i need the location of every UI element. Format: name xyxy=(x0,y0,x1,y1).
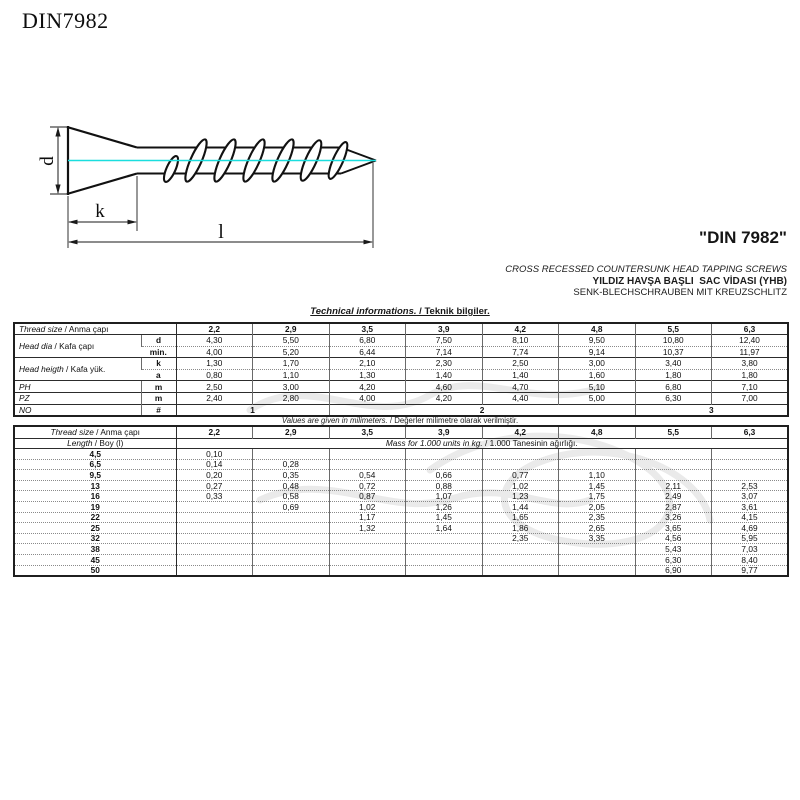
symbol-cell: a xyxy=(141,369,176,381)
value-cell: 7,50 xyxy=(406,335,483,347)
length-cell: 19 xyxy=(14,502,176,513)
mass-cell xyxy=(176,523,253,534)
mass-cell: 1,75 xyxy=(559,491,636,502)
recess-number-cell: 1 xyxy=(176,404,329,416)
column-header-size: 5,5 xyxy=(635,323,712,335)
length-cell: 9,5 xyxy=(14,470,176,481)
mass-cell: 1,32 xyxy=(329,523,406,534)
mass-cell xyxy=(253,449,330,460)
mass-cell: 1,02 xyxy=(482,480,559,491)
mass-cell: 5,95 xyxy=(712,533,789,544)
value-cell: 3,40 xyxy=(635,358,712,370)
mass-cell: 2,11 xyxy=(635,480,712,491)
column-header-size: 4,2 xyxy=(482,323,559,335)
screw-drawing xyxy=(30,88,390,263)
table-row xyxy=(14,544,788,555)
column-header-size: 3,9 xyxy=(406,426,483,438)
value-cell: 7,14 xyxy=(406,346,483,358)
mass-cell xyxy=(406,459,483,470)
column-header-size: 3,5 xyxy=(329,323,406,335)
mass-cell xyxy=(559,544,636,555)
mass-cell: 0,72 xyxy=(329,480,406,491)
tech-info-heading: Technical informations. / Teknik bilgiler. xyxy=(310,306,490,317)
mass-cell: 3,26 xyxy=(635,512,712,523)
mass-cell xyxy=(635,459,712,470)
table-row xyxy=(14,323,788,335)
mass-cell: 3,35 xyxy=(559,533,636,544)
value-cell: 1,10 xyxy=(253,369,330,381)
mass-cell xyxy=(329,533,406,544)
column-header-size: 3,5 xyxy=(329,426,406,438)
row-label-no: NO xyxy=(14,404,141,416)
mass-cell xyxy=(482,555,559,566)
mass-table xyxy=(13,425,787,576)
value-cell: 4,00 xyxy=(329,393,406,405)
value-cell: 4,60 xyxy=(406,381,483,393)
value-cell: 1,30 xyxy=(176,358,253,370)
symbol-cell: # xyxy=(141,404,176,416)
mass-cell: 3,65 xyxy=(635,523,712,534)
symbol-cell: min. xyxy=(141,346,176,358)
mass-cell xyxy=(406,565,483,576)
value-cell: 4,00 xyxy=(176,346,253,358)
mass-cell: 1,86 xyxy=(482,523,559,534)
value-cell: 4,40 xyxy=(482,393,559,405)
mass-cell xyxy=(329,459,406,470)
mass-cell: 0,77 xyxy=(482,470,559,481)
table-row xyxy=(14,404,788,416)
length-cell: 38 xyxy=(14,544,176,555)
mass-cell xyxy=(482,565,559,576)
mass-cell xyxy=(176,565,253,576)
value-cell: 6,44 xyxy=(329,346,406,358)
value-cell: 7,74 xyxy=(482,346,559,358)
column-header-size: 2,9 xyxy=(253,323,330,335)
column-header-size: 6,3 xyxy=(712,426,789,438)
value-cell: 1,80 xyxy=(712,369,789,381)
table-row xyxy=(14,459,788,470)
column-header-size: 6,3 xyxy=(712,323,789,335)
value-cell: 9,50 xyxy=(559,335,636,347)
length-cell: 13 xyxy=(14,480,176,491)
mass-cell: 0,58 xyxy=(253,491,330,502)
mass-cell: 4,15 xyxy=(712,512,789,523)
recess-number-cell: 2 xyxy=(329,404,635,416)
value-cell: 1,80 xyxy=(635,369,712,381)
mass-cell: 1,64 xyxy=(406,523,483,534)
value-cell: 6,80 xyxy=(329,335,406,347)
mass-cell xyxy=(712,470,789,481)
table-row xyxy=(14,491,788,502)
mass-cell: 1,23 xyxy=(482,491,559,502)
mass-cell: 1,26 xyxy=(406,502,483,513)
mass-cell xyxy=(253,523,330,534)
mass-cell xyxy=(712,459,789,470)
mass-cell: 0,33 xyxy=(176,491,253,502)
value-cell: 4,20 xyxy=(329,381,406,393)
mass-cell: 1,45 xyxy=(559,480,636,491)
length-cell: 50 xyxy=(14,565,176,576)
value-cell: 5,50 xyxy=(253,335,330,347)
mass-cell xyxy=(406,544,483,555)
mass-cell: 0,66 xyxy=(406,470,483,481)
row-label: PH xyxy=(14,381,141,393)
table-row xyxy=(14,502,788,513)
mass-cell xyxy=(329,565,406,576)
mass-cell xyxy=(176,544,253,555)
length-cell: 45 xyxy=(14,555,176,566)
mass-cell: 2,65 xyxy=(559,523,636,534)
value-cell: 1,70 xyxy=(253,358,330,370)
mass-cell: 6,90 xyxy=(635,565,712,576)
mass-cell: 9,77 xyxy=(712,565,789,576)
mass-cell: 0,14 xyxy=(176,459,253,470)
subtitle-block xyxy=(505,264,787,299)
mass-cell xyxy=(712,449,789,460)
table-row xyxy=(14,449,788,460)
table-row xyxy=(14,523,788,534)
column-header-size: 5,5 xyxy=(635,426,712,438)
value-cell: 3,00 xyxy=(253,381,330,393)
column-header-size: 4,8 xyxy=(559,426,636,438)
subtitle-turkish: YILDIZ HAVŞA BAŞLI SAC VİDASI (YHB) xyxy=(592,275,787,287)
table-row xyxy=(14,480,788,491)
row-label: Head dia / Kafa çapı xyxy=(14,335,141,358)
mass-cell xyxy=(482,449,559,460)
mass-cell xyxy=(176,502,253,513)
table-row xyxy=(14,512,788,523)
mass-cell: 2,87 xyxy=(635,502,712,513)
mass-cell: 1,17 xyxy=(329,512,406,523)
value-cell: 0,80 xyxy=(176,369,253,381)
mass-cell xyxy=(253,555,330,566)
column-header-size: 4,8 xyxy=(559,323,636,335)
mass-cell: 1,02 xyxy=(329,502,406,513)
value-cell: 5,20 xyxy=(253,346,330,358)
mass-cell xyxy=(635,470,712,481)
value-cell: 9,14 xyxy=(559,346,636,358)
mass-cell: 0,69 xyxy=(253,502,330,513)
mass-cell xyxy=(253,565,330,576)
page-title: DIN7982 xyxy=(22,8,109,33)
mass-cell: 2,05 xyxy=(559,502,636,513)
mass-cell: 0,27 xyxy=(176,480,253,491)
length-cell: 32 xyxy=(14,533,176,544)
value-cell: 1,40 xyxy=(406,369,483,381)
values-note: Values are given in milimeters. / Değerler milimetre olarak verilmiştir. xyxy=(281,415,519,425)
mass-cell: 0,88 xyxy=(406,480,483,491)
value-cell: 1,30 xyxy=(329,369,406,381)
dimension-arrows xyxy=(55,127,373,244)
mass-cell: 0,54 xyxy=(329,470,406,481)
mass-cell xyxy=(559,449,636,460)
standard-name: "DIN 7982" xyxy=(699,228,787,247)
mass-cell xyxy=(253,512,330,523)
column-header-size: 4,2 xyxy=(482,426,559,438)
length-cell: 16 xyxy=(14,491,176,502)
value-cell: 2,10 xyxy=(329,358,406,370)
dimensions-table xyxy=(13,322,787,415)
mass-cell: 0,20 xyxy=(176,470,253,481)
value-cell: 2,30 xyxy=(406,358,483,370)
symbol-cell: k xyxy=(141,358,176,370)
value-cell: 8,10 xyxy=(482,335,559,347)
mass-cell: 6,30 xyxy=(635,555,712,566)
value-cell: 3,80 xyxy=(712,358,789,370)
mass-cell: 2,49 xyxy=(635,491,712,502)
column-header-size: 3,9 xyxy=(406,323,483,335)
mass-cell xyxy=(482,459,559,470)
value-cell: 4,30 xyxy=(176,335,253,347)
symbol-cell: d xyxy=(141,335,176,347)
column-header-thread-size: Thread size / Anma çapı xyxy=(19,323,109,334)
mass-cell xyxy=(176,512,253,523)
dim-l-label: l xyxy=(218,221,224,243)
table-row xyxy=(14,426,788,438)
table-row xyxy=(14,335,788,347)
extension-lines xyxy=(50,127,373,248)
mass-cell xyxy=(406,533,483,544)
value-cell: 7,10 xyxy=(712,381,789,393)
mass-cell xyxy=(253,544,330,555)
value-cell: 1,60 xyxy=(559,369,636,381)
value-cell: 4,20 xyxy=(406,393,483,405)
mass-cell: 4,69 xyxy=(712,523,789,534)
mass-cell: 2,35 xyxy=(559,512,636,523)
value-cell: 2,50 xyxy=(176,381,253,393)
table-row xyxy=(14,470,788,481)
mass-cell xyxy=(559,459,636,470)
mass-column-header: Mass for 1.000 units in kg. / 1.000 Tanesinin ağırlığı. xyxy=(176,438,788,449)
value-cell: 2,50 xyxy=(482,358,559,370)
mass-cell: 0,87 xyxy=(329,491,406,502)
table-row xyxy=(14,358,788,370)
length-cell: 6,5 xyxy=(14,459,176,470)
length-cell: 4,5 xyxy=(14,449,176,460)
mass-cell: 1,45 xyxy=(406,512,483,523)
value-cell: 5,00 xyxy=(559,393,636,405)
mass-cell xyxy=(482,544,559,555)
mass-cell: 0,10 xyxy=(176,449,253,460)
mass-cell: 4,56 xyxy=(635,533,712,544)
length-column-header: Length / Boy (l) xyxy=(14,438,176,449)
mass-cell: 5,43 xyxy=(635,544,712,555)
dimension-lines xyxy=(58,128,372,242)
value-cell: 11,97 xyxy=(712,346,789,358)
mass-cell xyxy=(406,555,483,566)
table-row xyxy=(14,438,788,449)
mass-cell xyxy=(329,544,406,555)
table-row xyxy=(14,381,788,393)
mass-cell: 2,53 xyxy=(712,480,789,491)
mass-cell: 2,35 xyxy=(482,533,559,544)
length-cell: 25 xyxy=(14,523,176,534)
mass-cell: 1,07 xyxy=(406,491,483,502)
dim-k-label: k xyxy=(95,201,105,222)
row-label: PZ xyxy=(14,393,141,405)
recess-number-cell: 3 xyxy=(635,404,788,416)
column-header-size: 2,2 xyxy=(176,323,253,335)
value-cell: 1,40 xyxy=(482,369,559,381)
mass-cell xyxy=(635,449,712,460)
mass-cell: 7,03 xyxy=(712,544,789,555)
value-cell: 3,00 xyxy=(559,358,636,370)
value-cell: 6,30 xyxy=(635,393,712,405)
row-label: Head heigth / Kafa yük. xyxy=(14,358,141,381)
mass-cell: 3,07 xyxy=(712,491,789,502)
value-cell: 5,10 xyxy=(559,381,636,393)
symbol-cell: m xyxy=(141,393,176,405)
mass-cell xyxy=(406,449,483,460)
column-header-thread-size: Thread size / Anma çapı xyxy=(50,427,140,438)
value-cell: 4,70 xyxy=(482,381,559,393)
mass-cell xyxy=(329,555,406,566)
value-cell: 6,80 xyxy=(635,381,712,393)
mass-cell xyxy=(176,533,253,544)
mass-cell xyxy=(559,555,636,566)
subtitle-german: SENK-BLECHSCHRAUBEN MIT KREUZSCHLITZ xyxy=(573,287,787,298)
mass-cell: 3,61 xyxy=(712,502,789,513)
subtitle-english: CROSS RECESSED COUNTERSUNK HEAD TAPPING SCREWS xyxy=(505,264,787,275)
column-header-size: 2,2 xyxy=(176,426,253,438)
column-header-size: 2,9 xyxy=(253,426,330,438)
mass-cell: 1,65 xyxy=(482,512,559,523)
mass-cell: 8,40 xyxy=(712,555,789,566)
mass-cell: 0,48 xyxy=(253,480,330,491)
mass-cell: 1,44 xyxy=(482,502,559,513)
table-row xyxy=(14,393,788,405)
mass-cell xyxy=(329,449,406,460)
mass-cell xyxy=(253,533,330,544)
value-cell: 7,00 xyxy=(712,393,789,405)
mass-cell xyxy=(176,555,253,566)
value-cell: 10,37 xyxy=(635,346,712,358)
mass-cell xyxy=(559,565,636,576)
symbol-cell: m xyxy=(141,381,176,393)
mass-cell: 0,28 xyxy=(253,459,330,470)
length-cell: 22 xyxy=(14,512,176,523)
table-row xyxy=(14,565,788,576)
mass-cell: 0,35 xyxy=(253,470,330,481)
dim-d-label: d xyxy=(37,156,58,166)
value-cell: 2,40 xyxy=(176,393,253,405)
value-cell: 12,40 xyxy=(712,335,789,347)
value-cell: 10,80 xyxy=(635,335,712,347)
table-row xyxy=(14,555,788,566)
table-row xyxy=(14,533,788,544)
mass-cell: 1,10 xyxy=(559,470,636,481)
value-cell: 2,80 xyxy=(253,393,330,405)
